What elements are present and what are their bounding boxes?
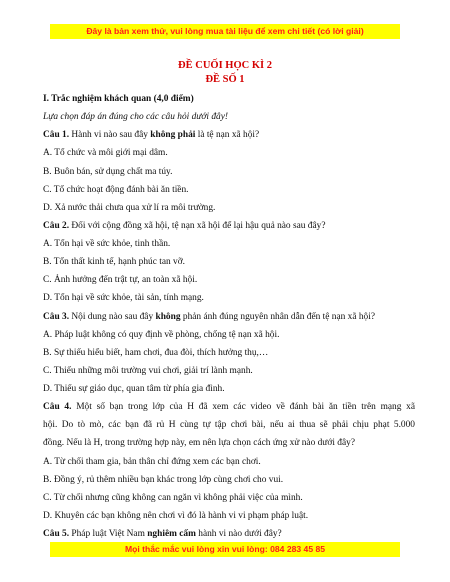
question-text: Một số bạn trong lớp của H đã xem các video về đánh bài ăn tiền trên mạng xã xyxy=(76,402,415,413)
question-label: Câu 4. xyxy=(43,402,72,413)
question-text: Nội dung nào sau đây xyxy=(71,311,154,322)
question-4-text-line-2: hội. Do tò mò, các bạn đã rủ H cùng tự tập chơi bài, nếu ai thua sẽ phải chịu phạt 5.000 xyxy=(43,420,415,431)
question-4-text-line-3: đồng. Nếu là H, trong trường hợp này, em nên lựa chọn cách ứng xử nào dưới đây? xyxy=(43,438,355,449)
question-3-option-a: A. Pháp luật không có quy định về phòng, chống tệ nạn xã hội. xyxy=(43,329,280,340)
question-4-option-a: A. Từ chối tham gia, bản thân chỉ đứng xem các bạn chơi. xyxy=(43,456,261,467)
question-2-option-d: D. Tổn hại về sức khỏe, tài sản, tính mạng. xyxy=(43,293,204,304)
question-1 xyxy=(43,129,415,141)
question-keyword: không phải xyxy=(150,130,196,141)
question-2-option-a: A. Tổn hại về sức khỏe, tinh thần. xyxy=(43,239,171,249)
preview-notice-banner: Đây là bản xem thử, vui lòng mua tài liệu để xem chi tiết (có lời giải) xyxy=(50,24,400,39)
question-4 xyxy=(43,401,415,413)
contact-banner: Mọi thắc mắc vui lòng xin vui lòng: 084 283 45 85 xyxy=(50,542,400,557)
question-3-option-d: D. Thiếu sự giáo dục, quan tâm từ phía gia đình. xyxy=(43,384,225,394)
question-text: Hành vi nào sau đây xyxy=(71,130,148,141)
question-2-option-c: C. Ảnh hưởng đến trật tự, an toàn xã hội. xyxy=(43,275,198,286)
question-label: Câu 5. xyxy=(43,529,70,539)
question-4-option-c: C. Từ chối nhưng cũng không can ngăn vì không phải việc của mình. xyxy=(43,492,303,503)
question-1-option-b: B. Buôn bán, sử dụng chất ma túy. xyxy=(43,166,173,177)
question-2 xyxy=(43,220,415,232)
question-1-option-c: C. Tổ chức hoạt động đánh bài ăn tiền. xyxy=(43,184,189,195)
question-text: Đối với cộng đồng xã hội, tệ nạn xã hội để lại hậu quả nào sau đây? xyxy=(71,220,326,231)
question-text: phản ánh đúng nguyên nhân dẫn đến tệ nạn xã hội? xyxy=(182,311,376,322)
question-label: Câu 3. xyxy=(43,311,70,322)
exam-number: ĐỀ SỐ 1 xyxy=(205,74,245,85)
section-heading: I. Trắc nghiệm khách quan (4,0 điểm) xyxy=(43,94,194,104)
question-text: hành vi nào dưới đây? xyxy=(198,529,282,539)
question-keyword: nghiêm cấm xyxy=(147,529,196,539)
question-1-option-a: A. Tổ chức và môi giới mại dâm. xyxy=(43,148,168,159)
question-label: Câu 2. xyxy=(43,220,70,231)
question-4-option-b: B. Đồng ý, rủ thêm nhiều bạn khác trong lớp cùng chơi cho vui. xyxy=(43,474,284,485)
question-2-option-b: B. Tổn thất kinh tế, hạnh phúc tan vỡ. xyxy=(43,257,186,268)
question-label: Câu 1. xyxy=(43,130,70,141)
question-4-option-d: D. Khuyên các bạn không nên chơi vì đó là hành vi vi phạm pháp luật. xyxy=(43,510,309,521)
question-3 xyxy=(43,311,415,323)
question-5 xyxy=(43,528,415,540)
question-text: là tệ nạn xã hội? xyxy=(197,130,260,141)
question-3-option-c: C. Thiếu những môi trường vui chơi, giải trí lành mạnh. xyxy=(43,365,253,376)
exam-title: ĐỀ CUỐI HỌC KÌ 2 xyxy=(178,60,272,71)
question-1-option-d: D. Xả nước thải chưa qua xử lí ra môi trường. xyxy=(43,202,216,213)
instruction-text: Lựa chọn đáp án đúng cho các câu hỏi dưới đây! xyxy=(43,112,228,123)
question-keyword: không xyxy=(155,311,181,322)
question-text: Pháp luật Việt Nam xyxy=(71,529,145,539)
question-3-option-b: B. Sự thiếu hiểu biết, ham chơi, đua đòi, thích hưởng thụ,… xyxy=(43,347,269,358)
